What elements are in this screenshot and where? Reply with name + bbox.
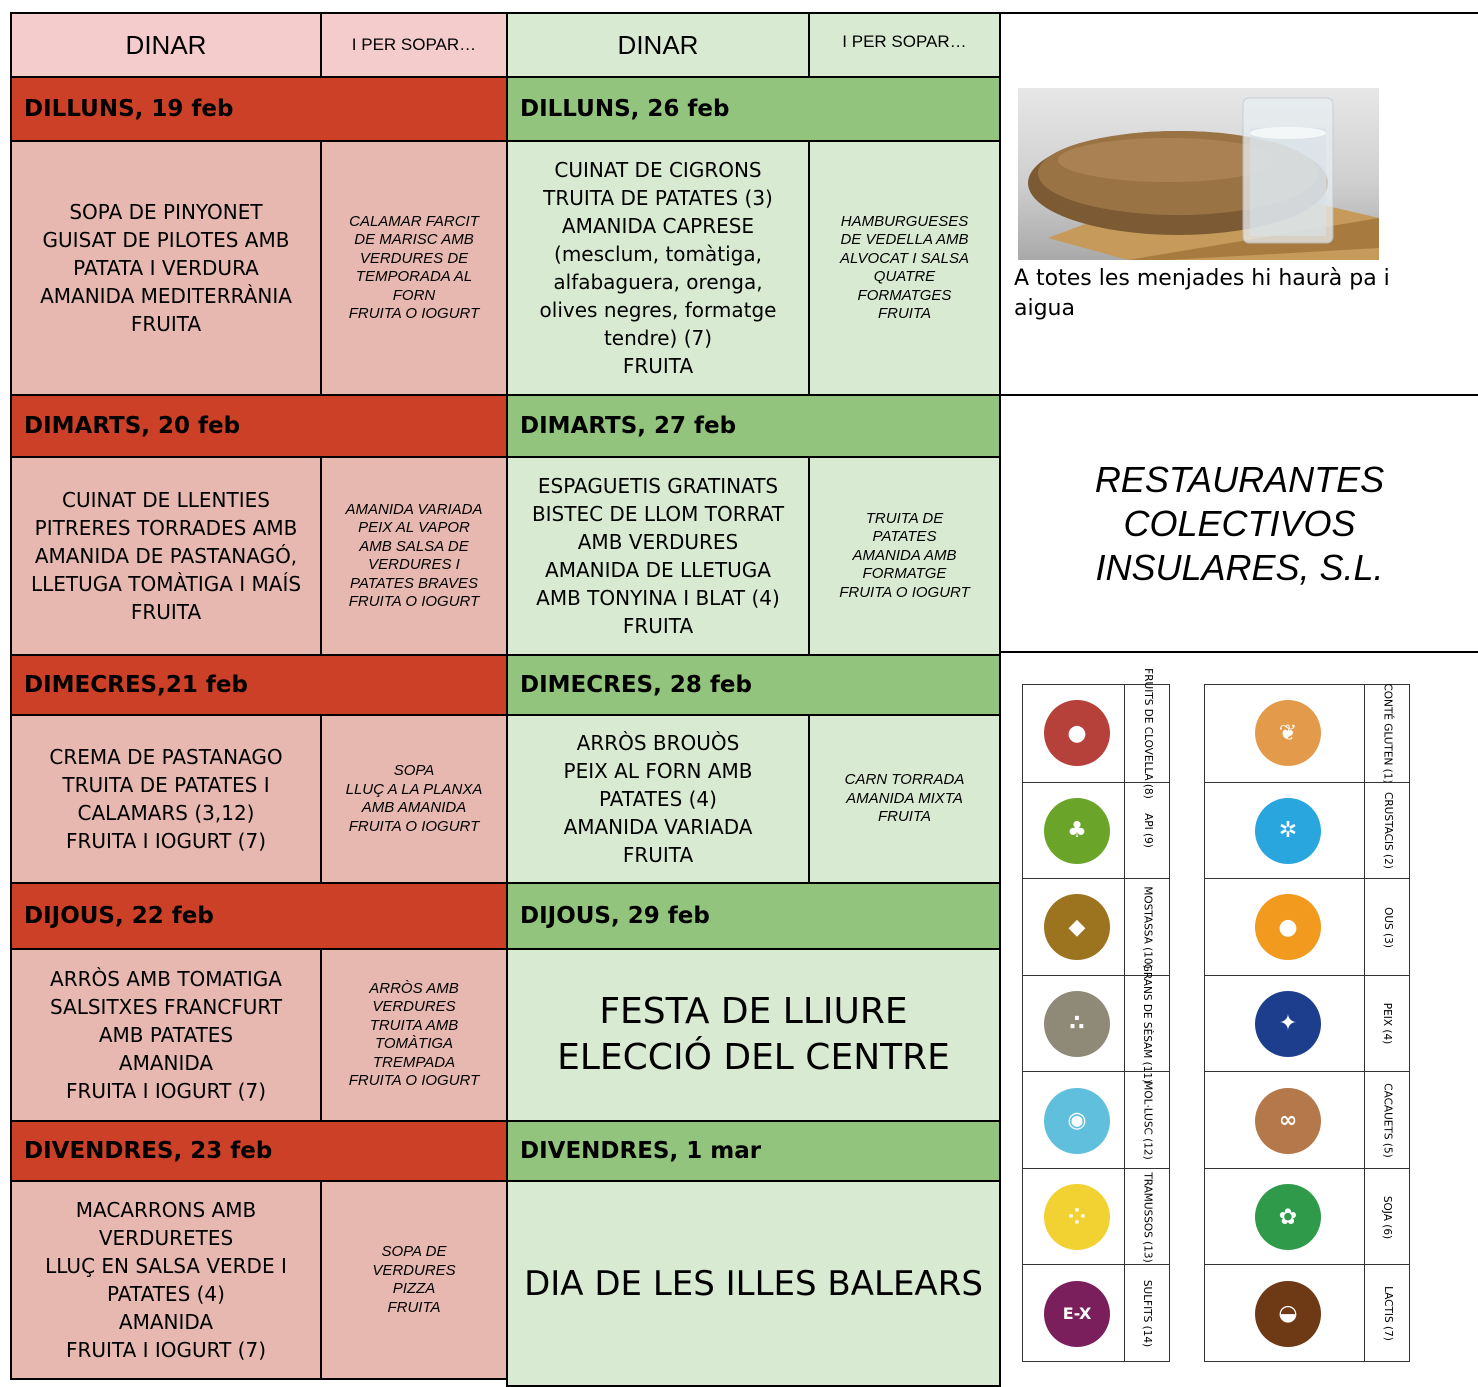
lunch-cell [506,714,810,884]
dinner-cell [808,456,1001,656]
allergen-label-text: CACAUETS (5) [1381,1083,1394,1158]
day-label: DILLUNS, 19 feb [24,96,234,122]
lunch-cell [506,140,810,396]
allergen-row [1205,782,1409,880]
allergen-label [1124,964,1169,1084]
day-header [506,1120,1001,1182]
lunch-cell [10,948,322,1122]
allergen-label-text: CRUSTACIS (2) [1381,792,1394,870]
day-label: DIJOUS, 29 feb [520,903,710,929]
allergen-row [1023,878,1169,976]
lunch-cell [10,714,322,884]
allergen-label [1364,1265,1409,1362]
allergen-row [1023,1168,1169,1266]
lunch-cell [10,456,322,656]
lunch-cell [10,140,322,396]
allergen-label [1124,1265,1169,1362]
day-label: DIMARTS, 27 feb [520,413,737,439]
day-header [10,394,508,458]
allergen-label-text: GRANS DE SÈSAM (11) [1141,964,1154,1084]
header-dinar-week2 [506,12,810,78]
header-dinar-week1 [10,12,322,78]
day-label: DILLUNS, 26 feb [520,96,730,122]
lunch-text: ESPAGUETIS GRATINATS BISTEC DE LLOM TORRAT AMB VERDURES AMANIDA DE LLETUGA AMB TONYINA I BLAT (4) FRUITA [531,474,785,638]
company-name-text: RESTAURANTES COLECTIVOS INSULARES, S.L. [1094,458,1385,588]
allergen-row [1205,878,1409,976]
allergen-label [1124,667,1169,799]
divider [999,651,1478,653]
lunch-text: CUINAT DE LLENTIES PITRERES TORRADES AMB AMANIDA DE PASTANAGÓ, LLETUGA TOMÀTIGA I MAÍS FRUITA [30,488,302,624]
lunch-text: CUINAT DE CIGRONS TRUITA DE PATATES (3) AMANIDA CAPRESE (mesclum, tomàtiga, alfabaguera, orenga, olives negres, formatge tendre) (7) FRUITA [539,158,777,378]
allergen-label [1364,1072,1409,1169]
allergen-row [1023,964,1169,1084]
sesame-icon: ∴ [1044,991,1110,1057]
allergen-row [1205,1071,1409,1169]
allergen-label-text: PEIX (4) [1381,1003,1394,1045]
dinner-cell [320,1180,508,1380]
allergen-row [1023,782,1169,880]
fish-icon: ✦ [1255,991,1321,1057]
allergen-label [1364,685,1409,782]
lupin-icon: ⁘ [1044,1184,1110,1250]
allergen-label-text: TRAMUSSOS (13) [1141,1171,1154,1263]
allergen-label-text: API (9) [1141,813,1154,849]
lunch-text: CREMA DE PASTANAGO TRUITA DE PATATES I CALAMARS (3,12) FRUITA I IOGURT (7) [49,745,283,853]
allergen-row [1023,667,1169,799]
bread-water-illustration [1018,88,1379,260]
sulphite-icon: E-X [1044,1281,1110,1347]
allergen-label-text: MOSTASSA (10) [1141,886,1154,969]
day-header [10,1120,508,1182]
day-label: DIMECRES, 28 feb [520,672,752,698]
mustard-icon: ◆ [1044,894,1110,960]
allergen-row [1023,1264,1169,1362]
special-cell [506,948,1001,1122]
allergen-label-text: LACTIS (7) [1381,1286,1394,1342]
header-label: I PER SOPAR… [842,32,967,51]
allergen-label-text: FRUITS DE CLOVELLA (8) [1141,667,1154,799]
egg-icon: ● [1255,894,1321,960]
allergen-label [1364,783,1409,880]
day-header [506,394,1001,458]
special-text: DIA DE LES ILLES BALEARS [524,1263,983,1304]
dinner-cell [320,948,508,1122]
day-label: DIJOUS, 22 feb [24,903,214,929]
header-sopar-week1 [320,12,508,78]
allergen-label [1364,879,1409,976]
dinner-cell [320,456,508,656]
soy-icon: ✿ [1255,1184,1321,1250]
crab-icon: ✲ [1255,798,1321,864]
lunch-text: MACARRONS AMB VERDURETES LLUÇ EN SALSA VERDE I PATATES (4) AMANIDA FRUITA I IOGURT (7) [45,1198,287,1362]
nut-icon: ● [1044,700,1110,766]
dinner-text: SOPA LLUÇ A LA PLANXA AMB AMANIDA FRUITA O IOGURT [345,762,483,835]
dinner-text: HAMBURGUESES DE VEDELLA AMB ALVOCAT I SALSA QUATRE FORMATGES FRUITA [840,212,969,322]
dinner-text: AMANIDA VARIADA PEIX AL VAPOR AMB SALSA DE VERDURES I PATATES BRAVES FRUITA O IOGURT [345,500,483,610]
header-label: DINAR [125,29,207,60]
celery-icon: ♣ [1044,798,1110,864]
day-label: DIVENDRES, 1 mar [520,1138,762,1164]
bread-water-image [1018,88,1379,260]
header-label: I PER SOPAR… [351,35,477,54]
allergen-row [1205,975,1409,1073]
peanut-icon: ∞ [1255,1088,1321,1154]
allergen-row [1205,1264,1409,1362]
mollusc-icon: ◉ [1044,1088,1110,1154]
dinner-text: SOPA DE VERDURES PIZZA FRUITA [372,1243,456,1316]
dinner-cell [320,140,508,396]
day-label: DIMECRES,21 feb [24,672,248,698]
dinner-cell [808,714,1001,884]
lunch-cell [10,1180,322,1380]
special-text: FESTA DE LLIURE ELECCIÓ DEL CENTRE [557,991,950,1078]
company-name [1001,396,1478,651]
day-header [506,882,1001,950]
day-header [10,654,508,716]
day-header [10,76,508,142]
lunch-text: SOPA DE PINYONET GUISAT DE PILOTES AMB PATATA I VERDURA AMANIDA MEDITERRÀNIA FRUITA [40,200,292,336]
allergen-legend-right [1204,684,1410,1362]
allergen-label [1124,1072,1169,1169]
allergen-label-text: CONTÉ GLUTEN (1) [1381,683,1394,784]
day-header [10,882,508,950]
day-header [506,76,1001,142]
allergen-label-text: MOL·LUSC (12) [1141,1081,1154,1160]
lunch-text: ARRÒS AMB TOMATIGA SALSITXES FRANCFURT AMB PATATES AMANIDA FRUITA I IOGURT (7) [49,967,283,1103]
allergen-label-text: SULFITS (14) [1141,1280,1154,1348]
allergen-row [1205,1168,1409,1266]
allergen-legend-left [1022,667,1170,1362]
dinner-text: TRUITA DE PATATES AMANIDA AMB FORMATGE FRUITA O IOGURT [839,509,970,601]
header-label: DINAR [617,29,699,60]
allergen-label [1364,1169,1409,1266]
divider [999,12,1478,14]
day-label: DIVENDRES, 23 feb [24,1138,273,1164]
lunch-cell [506,456,810,656]
allergen-label [1124,879,1169,976]
lunch-text: ARRÒS BROUÒS PEIX AL FORN AMB PATATES (4) AMANIDA VARIADA FRUITA [563,731,753,867]
bread-caption: A totes les menjades hi haurà pa i aigua [1014,266,1390,321]
special-cell [506,1180,1001,1387]
allergen-label-text: SOJA (6) [1381,1195,1394,1239]
allergen-label [1364,976,1409,1073]
allergen-label [1124,783,1169,880]
milk-icon: ◒ [1255,1281,1321,1347]
dinner-cell [808,140,1001,396]
allergen-row [1023,1071,1169,1169]
dinner-text: CALAMAR FARCIT DE MARISC AMB VERDURES DE TEMPORADA AL FORN FRUITA O IOGURT [348,212,480,322]
header-sopar-week2 [808,12,1001,78]
day-label: DIMARTS, 20 feb [24,413,241,439]
allergen-label [1124,1169,1169,1266]
dinner-cell [320,714,508,884]
day-header [506,654,1001,716]
allergen-row [1205,685,1409,782]
dinner-text: CARN TORRADA AMANIDA MIXTA FRUITA [844,771,965,826]
allergen-label-text: OUS (3) [1381,907,1394,948]
gluten-icon: ❦ [1255,700,1321,766]
dinner-text: ARRÒS AMB VERDURES TRUITA AMB TOMÀTIGA TREMPADA FRUITA O IOGURT [348,979,480,1089]
